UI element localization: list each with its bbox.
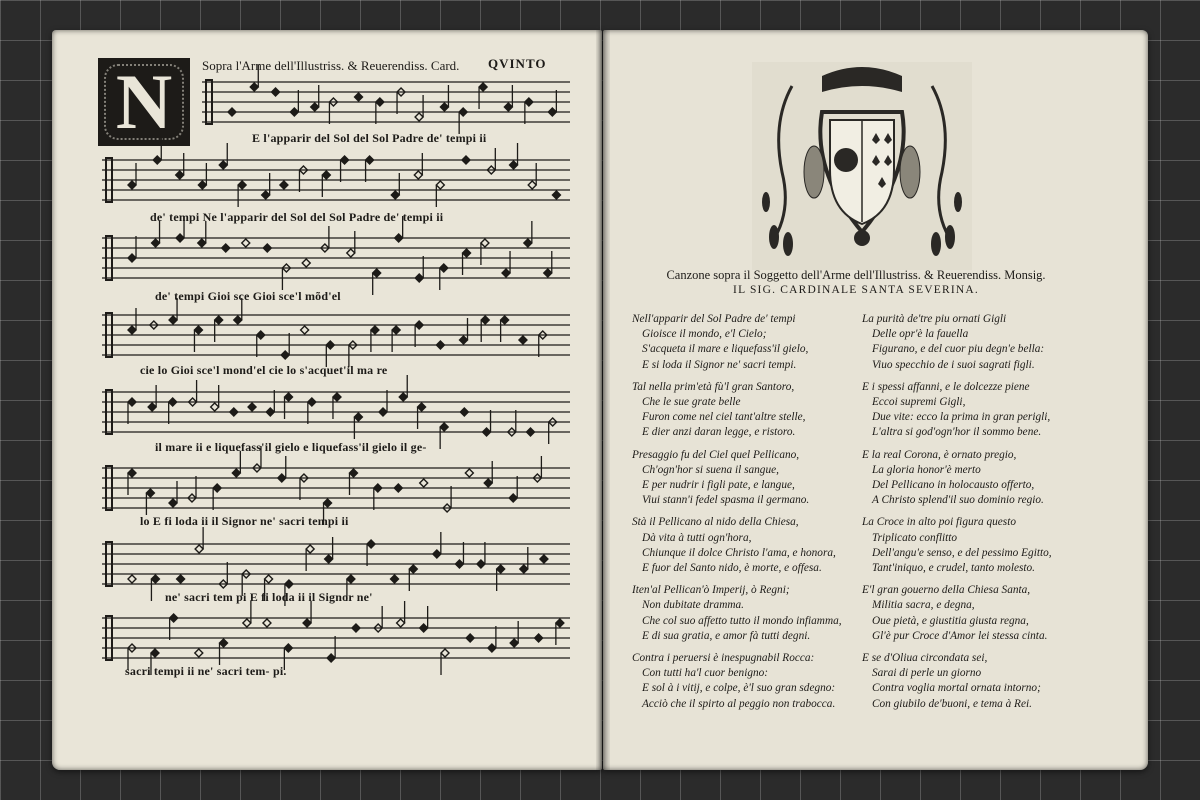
verse-line: Presaggio fu del Ciel quel Pellicano, <box>632 448 800 461</box>
verse-line: Tal nella prim'età fù'l gran Santoro, <box>632 380 795 393</box>
verse-line: Stà il Pellicano al nido della Chiesa, <box>632 516 799 529</box>
stanza <box>862 583 1072 644</box>
verse-line: Viuo specchio de i suoi sagrati figli. <box>872 358 1035 371</box>
lyric-line: E l'apparir del Sol del Sol Padre de' tempi ii <box>252 131 487 145</box>
verse-line: Dà vita à tutti ogn'hora, <box>642 531 752 544</box>
verse-line: Oue pietà, e giustitia giusta regna, <box>872 614 1029 627</box>
verse-line: Con tutti ha'l cuor benigno: <box>642 667 769 680</box>
music-staff <box>102 138 570 207</box>
verse-line: La Croce in alto poi figura questo <box>862 516 1016 529</box>
verse-line: Eccoi supremi Gigli, <box>872 396 966 409</box>
lyric-line: ne' sacri tem pi E fi loda ii il Signor ne' <box>165 590 373 604</box>
verse-line: Sarai di perle un giorno <box>872 667 982 680</box>
dedicatee-heading: IL SIG. CARDINALE SANTA SEVERINA. <box>733 284 979 296</box>
verse-line: La purità de'tre piu ornati Gigli <box>862 313 1007 325</box>
verse-line: Chiunque il dolce Christo l'ama, e honora, <box>642 546 836 559</box>
poem-column-left <box>632 312 864 719</box>
verse-line: Furon come nel ciel tant'altre stelle, <box>642 411 806 424</box>
verse-line: Figurano, e del cuor piu degn'e bella: <box>872 343 1045 356</box>
verse-line: Gioisce il mondo, e'l Cielo; <box>642 328 767 341</box>
lyric-line: lo E fi loda ii il Signor ne' sacri tempi ii <box>140 514 349 528</box>
verse-line: Triplicato conflitto <box>872 531 958 544</box>
part-label: QVINTO <box>488 56 547 71</box>
verse-line: Con giubilo de'buoni, e tema à Rei. <box>872 697 1032 710</box>
stanza <box>632 583 864 644</box>
verse-line: E fuor del Santo nido, è morte, e offesa. <box>642 562 822 575</box>
verse-line: Viui stann'i fedel spasma il germano. <box>642 494 810 507</box>
coat-of-arms-image <box>752 62 972 270</box>
verse-line: Ch'ogn'hor si suena il sangue, <box>642 463 779 476</box>
music-staff <box>202 65 570 134</box>
stanza <box>632 515 864 576</box>
lyric-line: il mare ii e liquefass'il gielo e liquefass'il gielo il ge- <box>155 440 427 454</box>
verse-line: E se d'Oliua circondata sei, <box>862 652 988 665</box>
verse-line: Gl'è pur Croce d'Amor lei stessa cinta. <box>872 629 1048 642</box>
verse-line: L'altra si god'ogn'hor il sommo bene. <box>872 426 1042 439</box>
verse-line: Acciò che il spirto al peggio non trabocca. <box>642 697 836 710</box>
stanza <box>632 448 864 509</box>
verse-line: Due vite: ecco la prima in gran perigli, <box>872 411 1051 424</box>
verse-line: Non dubitate dramma. <box>642 599 744 612</box>
poem-column-right <box>862 312 1072 719</box>
stanza <box>632 380 864 441</box>
verse-line: E sol à i vitij, e colpe, è'l suo gran sdegno: <box>642 682 836 695</box>
verse-line: Delle opr'è la fauella <box>872 328 969 341</box>
verse-line: E di sua gratia, e amor fà tutti degni. <box>642 629 811 642</box>
stanza <box>632 651 864 712</box>
verse-line: Dell'angu'e senso, e del pessimo Egitto, <box>872 546 1052 559</box>
verse-line: Nell'apparir del Sol Padre de' tempi <box>632 313 796 325</box>
verse-line: A Christo splend'il suo dominio regio. <box>872 494 1044 507</box>
verse-line: Che le sue grate belle <box>642 396 741 409</box>
lyric-line: sacri tempi ii ne' sacri tem- pi. <box>125 664 287 678</box>
verse-line: Che col suo affetto tutto il mondo infiamma, <box>642 614 842 627</box>
verse-line: Del Pellicano in holocausto offerto, <box>872 479 1035 492</box>
music-staff <box>102 298 570 367</box>
verse-line: Tant'iniquo, e crudel, tanto molesto. <box>872 562 1035 575</box>
verse-line: Iten'al Pellican'ò Imperij, ò Regni; <box>632 584 790 597</box>
stanza <box>862 515 1072 576</box>
verse-line: E dier anzi daran legge, e ristoro. <box>642 426 796 439</box>
stanza <box>862 448 1072 509</box>
verse-line: E si loda il Signor ne' sacri tempi. <box>642 358 797 371</box>
verse-line: Militia sacra, e degna, <box>872 599 975 612</box>
lyric-line: de' tempi Ne l'apparir del Sol del Sol Padre de' tempi ii <box>150 210 444 224</box>
lyric-line: de' tempi Gioi sce Gioi sce'l mõd'el <box>155 289 341 303</box>
stanza <box>632 312 864 373</box>
verse-line: Contra i peruersi è inespugnabil Rocca: <box>632 652 815 665</box>
music-staff <box>102 375 570 449</box>
stanza <box>862 312 1072 373</box>
part-title: Sopra l'Arme dell'Illustriss. & Reuerendiss. Card. <box>202 58 460 73</box>
lyric-line: cie lo Gioi sce'l mond'el cie lo s'acquet'il ma re <box>140 363 388 377</box>
music-staff <box>102 216 570 295</box>
stanza <box>862 651 1072 712</box>
verse-line: E per nudrir i figli pate, e langue, <box>642 479 795 492</box>
stanza <box>862 380 1072 441</box>
verse-line: La gloria honor'è merto <box>872 463 981 476</box>
verse-line: E i spessi affanni, e le dolcezze piene <box>862 380 1030 393</box>
verse-line: E'l gran gouerno della Chiesa Santa, <box>862 584 1031 597</box>
decorated-initial: N <box>98 58 190 146</box>
canzone-heading: Canzone sopra il Soggetto dell'Arme dell'Illustriss. & Reuerendiss. Monsig. <box>666 268 1046 282</box>
verse-line: Contra voglia mortal ornata intorno; <box>872 682 1041 695</box>
verse-line: S'acqueta il mare e liquefass'il gielo, <box>642 343 809 356</box>
verse-line: E la real Corona, è ornato pregio, <box>862 448 1017 461</box>
